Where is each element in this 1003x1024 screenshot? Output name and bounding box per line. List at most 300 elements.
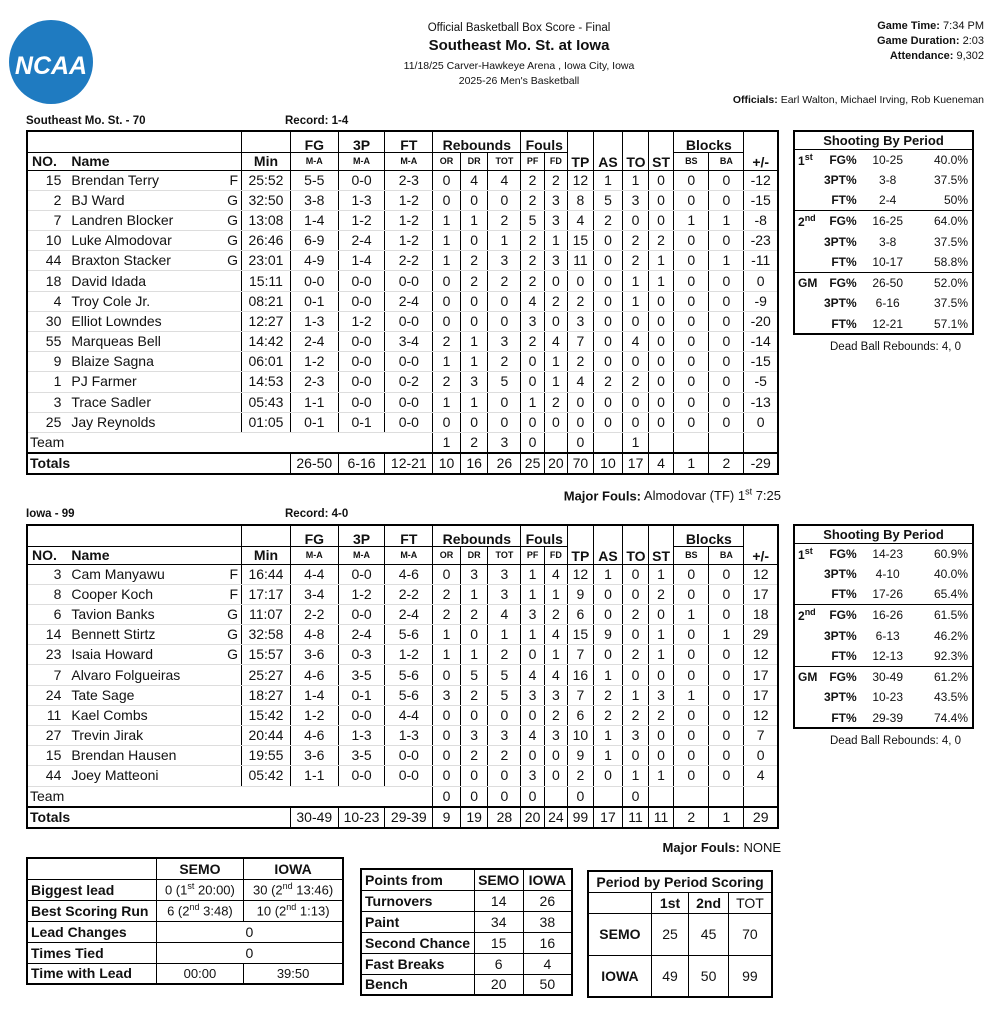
plus-minus: -14 [744,332,778,352]
pf: 1 [521,392,544,412]
shooting-pct: 37.5% [933,234,968,249]
assists: 0 [593,271,623,291]
shooting-pct: 40.0% [933,566,968,581]
tot-reb: 0 [488,766,521,786]
total-stat: 29 [744,807,778,828]
shooting-stat: FT% [831,193,857,208]
assists: 1 [593,726,623,746]
shooting-stat: FG% [822,605,859,626]
points: 7 [568,332,593,352]
def-reb: 2 [460,746,488,766]
blocks: 0 [674,251,709,271]
shooting-pct: 64.0% [917,211,973,232]
totals-row [27,807,778,828]
total-stat: 17 [593,807,623,828]
tot-reb: 0 [488,705,521,725]
totals-label: Totals [27,807,290,828]
fd: 3 [544,210,567,230]
turnovers: 0 [623,625,648,645]
col-fg: FG [290,131,338,152]
fd: 4 [544,564,567,584]
points: 2 [568,352,593,372]
total-stat: 2 [674,807,709,828]
steals: 3 [648,685,673,705]
summary-iowa-value: 10 (2nd 1:13) [244,900,343,921]
shooting-made-attempted: 10-25 [872,152,904,167]
col-st: ST [648,525,673,564]
shooting-pct: 61.2% [917,667,973,688]
assists: 0 [593,231,623,251]
player-row [27,746,778,766]
fd: 1 [544,372,567,392]
ordinal-suffix: nd [282,881,293,892]
total-stat: 11 [623,807,648,828]
turnovers: 0 [623,352,648,372]
points-from-iowa-header: IOWA [523,869,572,890]
player-row [27,352,778,372]
plus-minus: 29 [744,625,778,645]
assists: 0 [593,311,623,331]
points: 4 [568,210,593,230]
col-made-attempted: M-A [338,152,385,170]
team-stat: 0 [521,432,544,453]
three-pt: 2-4 [338,625,385,645]
points-from-title: Points from [361,869,474,890]
box-score-body [27,170,778,474]
shooting-made-attempted: 29-39 [872,710,904,725]
shooting-made-attempted: 10-23 [872,690,904,705]
shooting-pct: 61.5% [917,605,973,626]
col-tot: TOT [488,546,521,564]
fg: 2-3 [290,372,338,392]
points: 15 [568,625,593,645]
minutes: 25:27 [242,665,291,685]
col-blocks: Blocks [674,131,744,152]
player-name: Tavion Banks [67,604,222,624]
blocked-against: 1 [709,625,744,645]
def-reb: 4 [460,170,488,190]
def-reb: 0 [460,231,488,251]
points-from-semo: 34 [474,911,523,932]
off-reb: 2 [433,332,461,352]
team-stat: 2 [460,432,488,453]
blocked-against: 0 [709,271,744,291]
three-pt: 0-0 [338,170,385,190]
col-name: Name [67,546,241,564]
plus-minus: 18 [744,604,778,624]
off-reb: 0 [433,412,461,432]
blocked-against: 1 [709,210,744,230]
col-bs: BS [674,546,709,564]
def-reb: 1 [460,210,488,230]
fg: 3-4 [290,584,338,604]
plus-minus: -12 [744,170,778,190]
player-name: Troy Cole Jr. [67,291,222,311]
player-position [222,766,241,786]
blocked-against: 0 [709,564,744,584]
ft: 2-4 [385,291,433,311]
col-made-attempted: M-A [385,152,433,170]
player-number: 3 [27,564,67,584]
points-from-iowa: 26 [523,890,572,911]
game-info [877,19,984,64]
points-from-iowa: 16 [523,932,572,953]
player-number: 11 [27,705,67,725]
minutes: 26:46 [242,231,291,251]
tot-reb: 0 [488,392,521,412]
player-name: Brendan Terry [67,170,222,190]
team-stat [709,786,744,807]
blocked-against: 0 [709,231,744,251]
pf: 3 [521,766,544,786]
assists: 1 [593,665,623,685]
total-stat: 99 [568,807,593,828]
turnovers: 0 [623,210,648,230]
player-position [222,705,241,725]
summary-semo-value: 0 (1st 20:00) [156,879,243,900]
attendance-label: Attendance: [889,50,954,62]
summary-row [27,900,343,921]
total-stat: 12-21 [385,453,433,474]
shooting-period: 1st [798,151,813,168]
team-stat [648,786,673,807]
pf: 3 [521,311,544,331]
three-pt: 0-0 [338,392,385,412]
pf: 3 [521,685,544,705]
ft: 0-0 [385,766,433,786]
steals: 0 [648,665,673,685]
tot-reb: 3 [488,564,521,584]
player-position: G [222,625,241,645]
col-plus-minus: +/- [744,525,778,564]
fd: 3 [544,251,567,271]
off-reb: 1 [433,625,461,645]
player-name: Marqueas Bell [67,332,222,352]
team-stat [544,786,567,807]
three-pt: 1-2 [338,311,385,331]
summary-label: Lead Changes [27,921,156,942]
three-pt: 1-3 [338,726,385,746]
shooting-pct: 58.8% [933,255,968,270]
ft: 2-2 [385,251,433,271]
blocked-against: 0 [709,665,744,685]
assists: 0 [593,291,623,311]
blocks: 0 [674,190,709,210]
def-reb: 0 [460,311,488,331]
shooting-stat: 3PT% [824,690,857,705]
header-blank [242,525,291,546]
ft: 2-4 [385,604,433,624]
points-from-body [361,890,572,995]
player-row [27,210,778,230]
shooting-stat: FG% [822,667,859,688]
turnovers: 1 [623,291,648,311]
box-score-table [26,130,779,475]
blocked-against: 0 [709,645,744,665]
pf: 5 [521,210,544,230]
fd: 2 [544,604,567,624]
shooting-period [794,687,822,708]
summary-label: Time with Lead [27,963,156,984]
three-pt: 0-0 [338,705,385,725]
player-position: F [222,584,241,604]
steals: 1 [648,251,673,271]
blocked-against: 0 [709,170,744,190]
steals: 0 [648,190,673,210]
major-fouls-label: Major Fouls: [662,840,740,855]
team2-shooting-by-period [793,524,974,729]
shooting-row [794,646,973,667]
summary-row [27,963,343,984]
shooting-stat: FT% [831,255,857,270]
box-score-head [27,525,778,564]
blocks: 0 [674,564,709,584]
tot-reb: 0 [488,190,521,210]
points-from-iowa: 38 [523,911,572,932]
off-reb: 0 [433,705,461,725]
pf: 2 [521,251,544,271]
period-1-header: 1st [651,892,688,913]
turnovers: 0 [623,665,648,685]
points-from [360,868,573,996]
steals: 0 [648,291,673,311]
off-reb: 1 [433,352,461,372]
game-time: 7:34 PM [943,20,984,32]
ft: 5-6 [385,665,433,685]
player-name: Elliot Lowndes [67,311,222,331]
def-reb: 2 [460,685,488,705]
player-number: 44 [27,251,67,271]
turnovers: 0 [623,584,648,604]
player-position [222,392,241,412]
period-score: 99 [728,955,772,997]
blocked-against: 0 [709,311,744,331]
points: 0 [568,412,593,432]
off-reb: 0 [433,271,461,291]
game-summary-table [26,857,344,985]
blocks: 0 [674,170,709,190]
assists: 1 [593,746,623,766]
player-number: 18 [27,271,67,291]
box-score-table [26,524,779,829]
steals: 0 [648,372,673,392]
summary-label: Best Scoring Run [27,900,156,921]
team-stat: 0 [568,786,593,807]
shooting-stat: FT% [831,587,857,602]
fd: 0 [544,271,567,291]
shooting-period [794,252,822,273]
three-pt: 0-3 [338,645,385,665]
total-stat: 9 [433,807,461,828]
col-made-attempted: M-A [290,152,338,170]
player-name: Trevin Jirak [67,726,222,746]
box-score-head [27,131,778,170]
assists: 0 [593,412,623,432]
summary-row [27,879,343,900]
player-row [27,392,778,412]
summary-semo-value: 00:00 [156,963,243,984]
points: 4 [568,372,593,392]
blocked-against: 0 [709,412,744,432]
ft: 5-6 [385,625,433,645]
team-stat: 0 [568,432,593,453]
tot-reb: 4 [488,604,521,624]
col-fd: FD [544,152,567,170]
col-as: AS [593,131,623,170]
three-pt: 1-2 [338,584,385,604]
ft: 1-2 [385,190,433,210]
player-row [27,251,778,271]
pf: 4 [521,291,544,311]
player-position [222,352,241,372]
shooting-pct: 74.4% [933,710,968,725]
fg: 1-4 [290,685,338,705]
fg: 5-5 [290,170,338,190]
period-score: 70 [728,913,772,955]
period-scoring-title: Period by Period Scoring [588,871,772,892]
shooting-row [794,564,973,585]
pf: 0 [521,705,544,725]
fd: 0 [544,311,567,331]
shooting-stat: FT% [831,710,857,725]
total-stat: 10-23 [338,807,385,828]
minutes: 32:50 [242,190,291,210]
shooting-by-period-table [793,130,974,335]
summary-row [27,942,343,963]
points-from-semo-header: SEMO [474,869,523,890]
summary-iowa-header: IOWA [244,858,343,879]
steals: 0 [648,352,673,372]
minutes: 05:43 [242,392,291,412]
points: 15 [568,231,593,251]
player-name: PJ Farmer [67,372,222,392]
team-label: Team [27,432,433,453]
blocks: 0 [674,291,709,311]
steals: 1 [648,271,673,291]
shooting-made-attempted: 3-8 [879,172,897,187]
blocks: 0 [674,766,709,786]
fg: 4-6 [290,726,338,746]
pf: 4 [521,726,544,746]
blocks: 0 [674,625,709,645]
blocks: 0 [674,352,709,372]
ft: 1-2 [385,210,433,230]
blocks: 0 [674,392,709,412]
fd: 3 [544,190,567,210]
player-name: Blaize Sagna [67,352,222,372]
off-reb: 0 [433,564,461,584]
minutes: 15:57 [242,645,291,665]
ft: 5-6 [385,685,433,705]
svg-text:NCAA: NCAA [14,52,88,80]
shooting-made-attempted: 10-17 [872,255,904,270]
col-fouls: Fouls [521,131,568,152]
blocks: 1 [674,685,709,705]
fg: 3-8 [290,190,338,210]
tot-reb: 2 [488,271,521,291]
player-position [222,332,241,352]
tot-reb: 4 [488,170,521,190]
header-row-1 [27,131,778,152]
fg: 4-9 [290,251,338,271]
player-row [27,271,778,291]
pf: 0 [521,746,544,766]
report-title: Official Basketball Box Score - Final [427,22,611,34]
player-number: 15 [27,170,67,190]
period-scoring-table [587,870,773,998]
assists: 9 [593,625,623,645]
player-name: Joey Matteoni [67,766,222,786]
totals-row [27,453,778,474]
player-row [27,604,778,624]
shooting-row [794,170,973,191]
shooting-row [794,708,973,729]
summary-value: 0 [156,921,343,942]
team2-major-fouls [663,840,781,855]
player-name: David Idada [67,271,222,291]
header-row-1 [27,525,778,546]
steals: 0 [648,170,673,190]
blocked-against: 0 [709,705,744,725]
steals: 0 [648,210,673,230]
three-pt: 1-2 [338,210,385,230]
minutes: 14:42 [242,332,291,352]
pf: 1 [521,584,544,604]
blocked-against: 0 [709,190,744,210]
ft: 0-0 [385,412,433,432]
shooting-stat: 3PT% [824,628,857,643]
player-position [222,291,241,311]
col-made-attempted: M-A [290,546,338,564]
blocked-against: 0 [709,392,744,412]
player-name: Cooper Koch [67,584,222,604]
col-or: OR [433,546,461,564]
points-from-row [361,911,572,932]
shooting-stat: FG% [829,546,857,561]
total-stat: 19 [460,807,488,828]
summary-label: Biggest lead [27,879,156,900]
steals: 1 [648,645,673,665]
pf: 2 [521,190,544,210]
player-number: 25 [27,412,67,432]
team-stat [648,432,673,453]
off-reb: 0 [433,311,461,331]
pf: 0 [521,372,544,392]
total-stat: 4 [648,453,673,474]
minutes: 25:52 [242,170,291,190]
turnovers: 0 [623,746,648,766]
points-from-row [361,953,572,974]
fd: 4 [544,665,567,685]
tot-reb: 2 [488,352,521,372]
summary-value: 0 [156,942,343,963]
pf: 4 [521,665,544,685]
points: 0 [568,392,593,412]
def-reb: 2 [460,251,488,271]
team-stat: 1 [433,432,461,453]
game-summary [26,857,344,985]
shooting-row [794,252,973,273]
three-pt: 0-0 [338,291,385,311]
assists: 0 [593,604,623,624]
assists: 2 [593,685,623,705]
three-pt: 0-0 [338,332,385,352]
ft: 1-3 [385,726,433,746]
shooting-row [794,149,973,170]
steals: 2 [648,231,673,251]
turnovers: 0 [623,392,648,412]
pf: 0 [521,352,544,372]
